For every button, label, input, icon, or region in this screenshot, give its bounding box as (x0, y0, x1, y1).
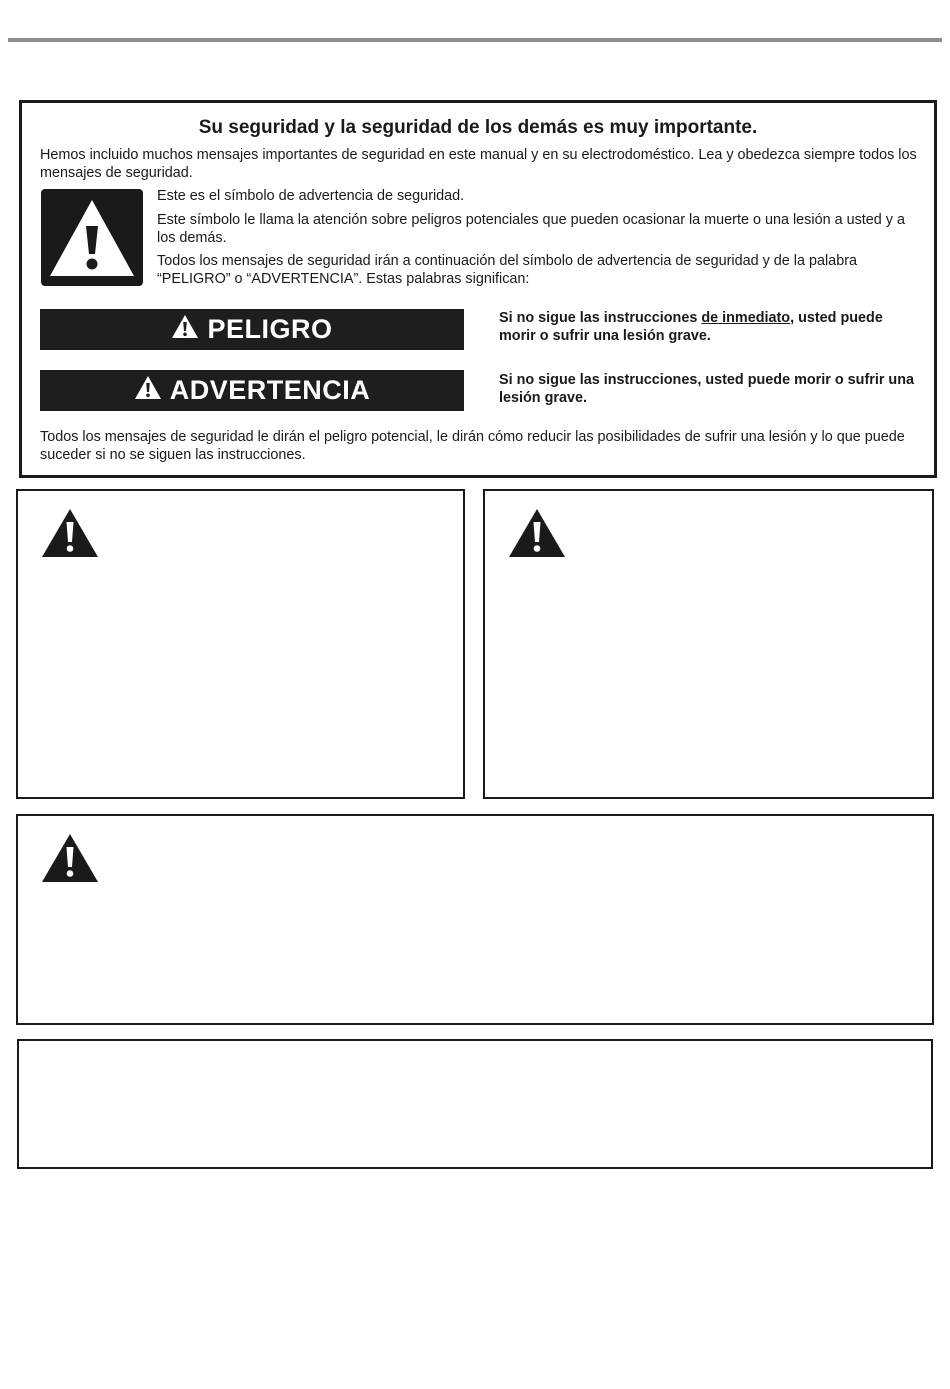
warning-box-wide (16, 814, 934, 1025)
symbol-line-2: Este símbolo le llama la atención sobre peligros potenciales que pueden ocasionar la muerte o una lesión a usted y a los demás. (157, 212, 905, 246)
warning-description: Si no sigue las instrucciones, usted puede morir o sufrir una lesión grave. (499, 372, 915, 406)
warning-label: ADVERTENCIA (169, 375, 371, 405)
warning-triangle-icon (40, 507, 100, 564)
safety-intro: Hemos incluido muchos mensajes importantes de seguridad en este manual y en su electrodoméstico. Lea y obedezca siempre todos los mensajes de seguridad. (40, 147, 917, 181)
symbol-line-1: Este es el símbolo de advertencia de seguridad. (157, 188, 465, 204)
danger-banner (40, 309, 464, 350)
warning-banner (40, 370, 464, 411)
safety-outro: Todos los mensajes de seguridad le dirán el peligro potencial, le dirán cómo reducir las posibilidades de sufrir una lesión y lo que puede suceder si no se siguen las instrucciones. (40, 429, 905, 463)
safety-title: Su seguridad y la seguridad de los demás es muy importante. (198, 117, 758, 138)
symbol-line-3: Todos los mensajes de seguridad irán a continuación del símbolo de advertencia de seguridad y de la palabra “PELIGRO” o “ADVERTENCIA”. Estas palabras significan: (157, 253, 857, 287)
danger-description: Si no sigue las instrucciones de inmediato, usted puede morir o sufrir una lesión grave. (499, 310, 883, 344)
warning-triangle-icon (40, 832, 100, 889)
warning-box-left (16, 489, 465, 799)
warning-triangle-icon (507, 507, 567, 564)
danger-label: PELIGRO (207, 314, 333, 344)
empty-notice-box (17, 1039, 933, 1169)
warning-alert-icon (134, 375, 162, 407)
top-rule (8, 38, 942, 42)
warning-box-right (483, 489, 934, 799)
danger-alert-icon (171, 314, 199, 346)
safety-alert-icon (41, 189, 143, 286)
safety-information-box (19, 100, 937, 478)
